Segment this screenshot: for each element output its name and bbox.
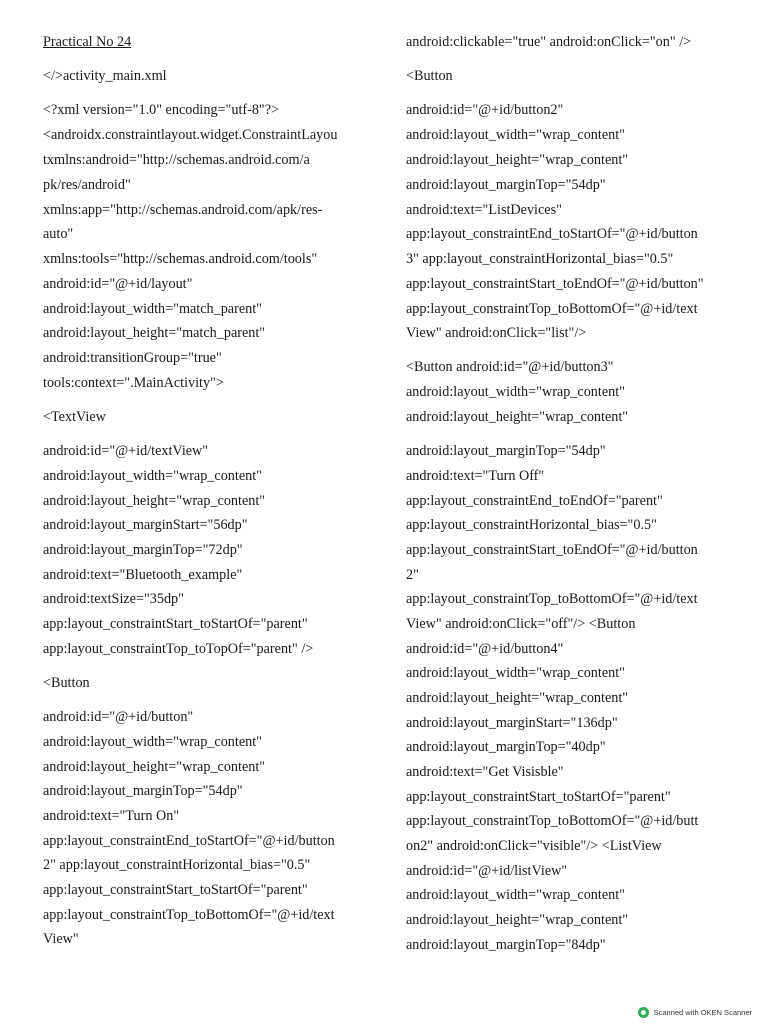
code-line: tools:context=".MainActivity"> bbox=[43, 375, 224, 391]
code-line: android:text="Turn On" bbox=[43, 808, 180, 824]
code-line: android:id="@+id/button" bbox=[43, 709, 194, 725]
code-line: <Button android:id="@+id/button3" bbox=[406, 359, 614, 375]
code-line: txmlns:android="http://schemas.android.com/a bbox=[43, 152, 310, 168]
code-line: android:text="ListDevices" bbox=[406, 202, 562, 218]
code-line: android:id="@+id/layout" bbox=[43, 276, 193, 292]
code-line: android:textSize="35dp" bbox=[43, 591, 184, 607]
code-line: android:layout_height="wrap_content" bbox=[406, 690, 629, 706]
code-line: android:text="Bluetooth_example" bbox=[43, 567, 243, 583]
code-line: <Button bbox=[43, 675, 90, 691]
code-line: 2" app:layout_constraintHorizontal_bias="0.5" bbox=[43, 857, 311, 873]
code-line: android:layout_marginTop="54dp" bbox=[43, 783, 243, 799]
code-line: android:layout_height="wrap_content" bbox=[406, 912, 629, 928]
code-line: app:layout_constraintStart_toEndOf="@+id/button bbox=[406, 542, 698, 558]
code-line: android:layout_width="wrap_content" bbox=[406, 127, 625, 143]
code-line: android:layout_width="wrap_content" bbox=[43, 468, 262, 484]
code-line: on2" android:onClick="visible"/> <ListView bbox=[406, 838, 662, 854]
code-line: View" android:onClick="off"/> <Button bbox=[406, 616, 636, 632]
code-line: android:text="Turn Off" bbox=[406, 468, 545, 484]
code-line: android:layout_width="wrap_content" bbox=[43, 734, 262, 750]
code-line: auto" bbox=[43, 226, 74, 242]
scanner-watermark bbox=[638, 1007, 752, 1018]
code-line: 2" bbox=[406, 567, 419, 583]
code-line: android:layout_marginStart="136dp" bbox=[406, 715, 618, 731]
scanner-logo-icon bbox=[638, 1007, 649, 1018]
code-line: android:id="@+id/button2" bbox=[406, 102, 564, 118]
code-line: android:transitionGroup="true" bbox=[43, 350, 222, 366]
code-line: app:layout_constraintEnd_toEndOf="parent" bbox=[406, 493, 663, 509]
code-line: <Button bbox=[406, 68, 453, 84]
code-line: android:layout_marginTop="72dp" bbox=[43, 542, 243, 558]
code-line: <TextView bbox=[43, 409, 106, 425]
code-line: android:layout_height="wrap_content" bbox=[43, 759, 266, 775]
code-line: android:layout_width="wrap_content" bbox=[406, 665, 625, 681]
code-line: 3" app:layout_constraintHorizontal_bias="0.5" bbox=[406, 251, 674, 267]
code-line: android:text="Get Visisble" bbox=[406, 764, 564, 780]
code-line: pk/res/android" bbox=[43, 177, 131, 193]
code-line: app:layout_constraintTop_toBottomOf="@+id/text bbox=[43, 907, 335, 923]
code-line: app:layout_constraintEnd_toStartOf="@+id/button bbox=[406, 226, 698, 242]
code-line: app:layout_constraintStart_toStartOf="parent" bbox=[43, 882, 308, 898]
code-line: android:layout_height="match_parent" bbox=[43, 325, 266, 341]
code-line: android:layout_height="wrap_content" bbox=[43, 493, 266, 509]
code-line: app:layout_constraintTop_toTopOf="parent" /> bbox=[43, 641, 314, 657]
code-line: android:layout_width="match_parent" bbox=[43, 301, 262, 317]
code-line: View" android:onClick="list"/> bbox=[406, 325, 587, 341]
scanner-text: Scanned with OKEN Scanner bbox=[653, 1008, 752, 1017]
code-line: app:layout_constraintHorizontal_bias="0.5" bbox=[406, 517, 657, 533]
code-line: app:layout_constraintEnd_toStartOf="@+id/button bbox=[43, 833, 335, 849]
code-line: android:layout_marginTop="84dp" bbox=[406, 937, 606, 953]
code-line: android:layout_marginStart="56dp" bbox=[43, 517, 248, 533]
code-line: <?xml version="1.0" encoding="utf-8"?> bbox=[43, 102, 280, 118]
file-name: </>activity_main.xml bbox=[43, 68, 167, 84]
code-line: android:id="@+id/button4" bbox=[406, 641, 564, 657]
code-line: <androidx.constraintlayout.widget.ConstraintLayou bbox=[43, 127, 338, 143]
code-line: android:clickable="true" android:onClick="on" /> bbox=[406, 34, 692, 50]
code-line: android:layout_marginTop="40dp" bbox=[406, 739, 606, 755]
code-line: app:layout_constraintTop_toBottomOf="@+id/text bbox=[406, 301, 698, 317]
code-line: android:layout_height="wrap_content" bbox=[406, 152, 629, 168]
code-line: app:layout_constraintTop_toBottomOf="@+id/butt bbox=[406, 813, 699, 829]
code-line: app:layout_constraintTop_toBottomOf="@+id/text bbox=[406, 591, 698, 607]
code-line: app:layout_constraintStart_toStartOf="parent" bbox=[406, 789, 671, 805]
code-line: android:layout_marginTop="54dp" bbox=[406, 443, 606, 459]
code-line: android:layout_height="wrap_content" bbox=[406, 409, 629, 425]
code-line: View" bbox=[43, 931, 79, 947]
code-line: app:layout_constraintStart_toStartOf="parent" bbox=[43, 616, 308, 632]
code-line: android:layout_width="wrap_content" bbox=[406, 887, 625, 903]
code-line: app:layout_constraintStart_toEndOf="@+id/button" bbox=[406, 276, 704, 292]
code-line: xmlns:tools="http://schemas.android.com/tools" bbox=[43, 251, 318, 267]
code-line: android:layout_width="wrap_content" bbox=[406, 384, 625, 400]
code-line: xmlns:app="http://schemas.android.com/apk/res- bbox=[43, 202, 323, 218]
practical-title: Practical No 24 bbox=[43, 34, 132, 50]
code-line: android:layout_marginTop="54dp" bbox=[406, 177, 606, 193]
code-line: android:id="@+id/listView" bbox=[406, 863, 568, 879]
code-line: android:id="@+id/textView" bbox=[43, 443, 209, 459]
